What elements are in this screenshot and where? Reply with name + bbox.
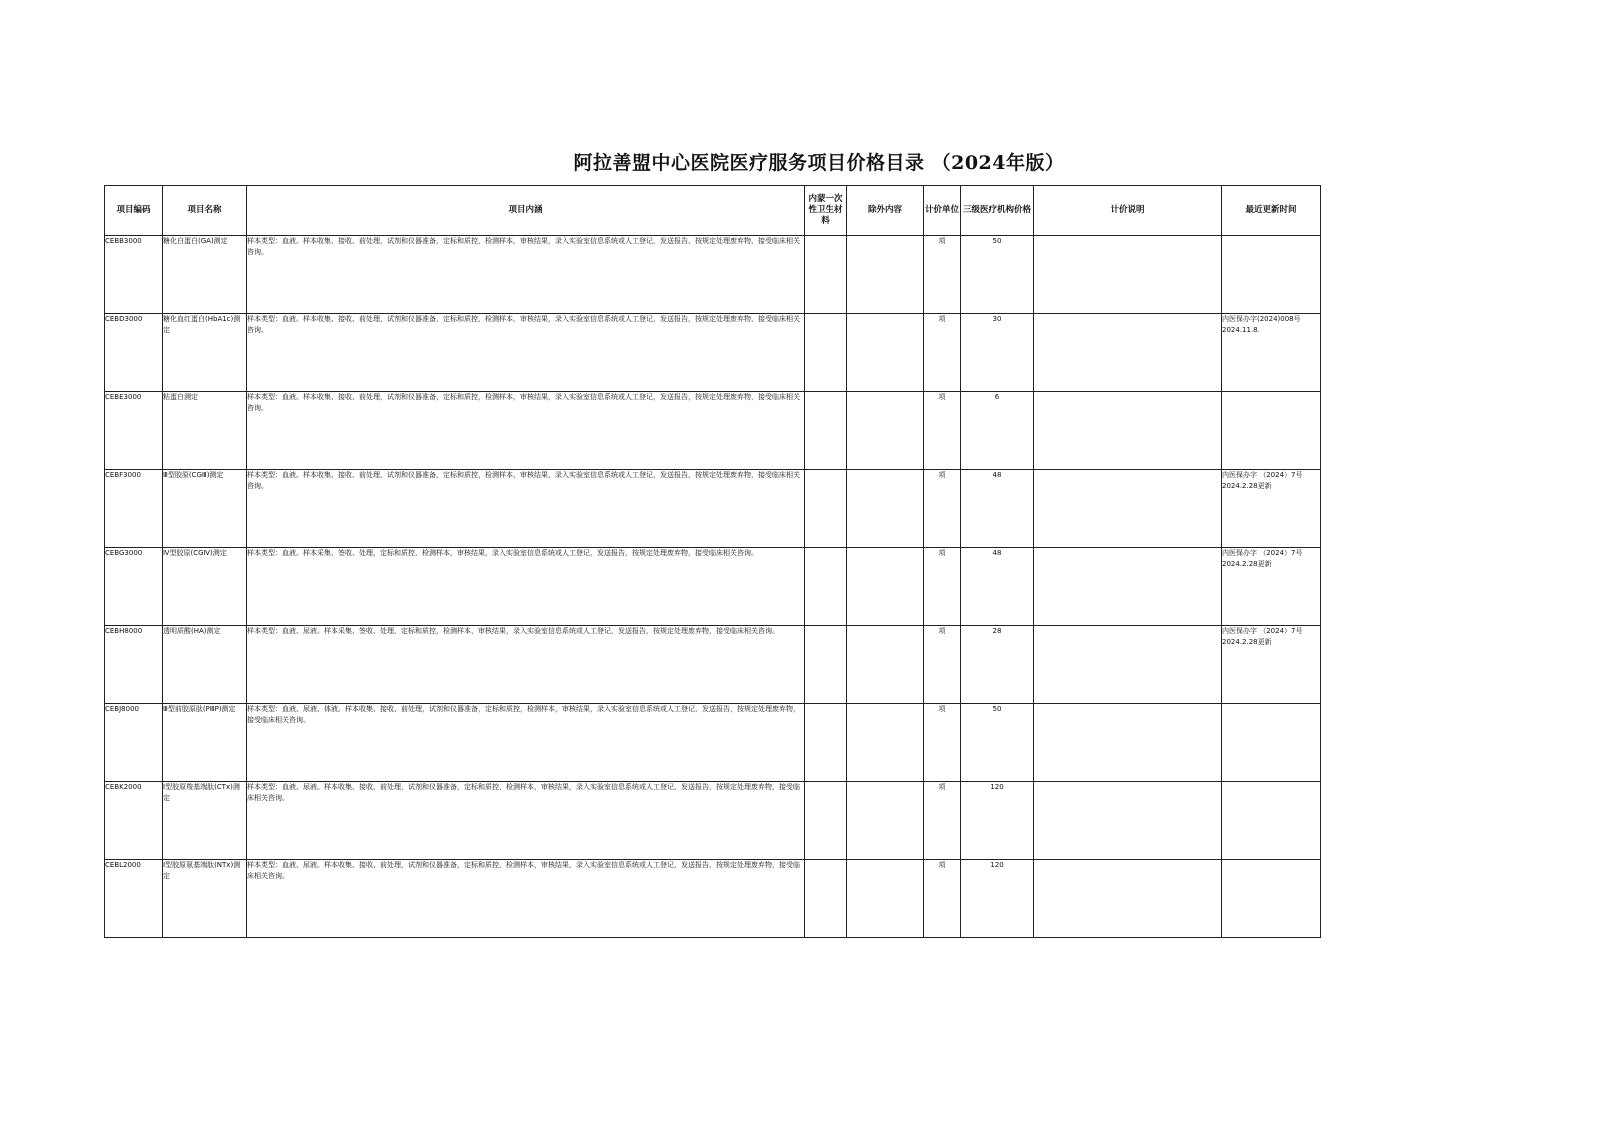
cell-exclusions [847, 782, 924, 860]
cell-materials [805, 392, 847, 470]
cell-content: 样本类型：血液、尿液。样本采集、签收、处理，定标和质控，检测样本，审核结果，录入实验室信息系统或人工登记，发送报告，按规定处理废弃物，接受临床相关咨询。 [247, 626, 805, 704]
cell-name: 糖化血红蛋白(HbA1c)测定 [163, 314, 247, 392]
table-row [105, 626, 1321, 704]
cell-exclusions [847, 314, 924, 392]
cell-unit: 项 [924, 392, 961, 470]
header-code: 项目编码 [105, 186, 163, 236]
cell-price: 120 [961, 782, 1034, 860]
cell-content: 样本类型：血液、尿液、体液。样本收集、接收、前处理，试剂和仪器准备，定标和质控，检测样本，审核结果，录入实验室信息系统或人工登记，发送报告，按规定处理废弃物，接受临床相关咨询。 [247, 704, 805, 782]
table-row [105, 704, 1321, 782]
table-row [105, 860, 1321, 938]
cell-code: CEBF3000 [105, 470, 163, 548]
cell-materials [805, 236, 847, 314]
cell-code: CEBK2000 [105, 782, 163, 860]
cell-content: 样本类型：血液。样本收集、接收、前处理，试剂和仪器准备，定标和质控，检测样本，审核结果，录入实验室信息系统或人工登记，发送报告，按规定处理废弃物，接受临床相关咨询。 [247, 314, 805, 392]
cell-content: 样本类型：血液。样本收集、接收、前处理，试剂和仪器准备，定标和质控，检测样本，审核结果，录入实验室信息系统或人工登记，发送报告，按规定处理废弃物，接受临床相关咨询。 [247, 392, 805, 470]
cell-exclusions [847, 626, 924, 704]
cell-price: 48 [961, 548, 1034, 626]
header-updated: 最近更新时间 [1222, 186, 1321, 236]
cell-name: 粘蛋白测定 [163, 392, 247, 470]
cell-name: Ⅰ型胶原羧基端肽(CTx)测定 [163, 782, 247, 860]
table-row [105, 392, 1321, 470]
cell-notes [1034, 704, 1222, 782]
cell-notes [1034, 860, 1222, 938]
cell-materials [805, 626, 847, 704]
cell-price: 50 [961, 236, 1034, 314]
cell-name: 透明质酸(HA)测定 [163, 626, 247, 704]
cell-code: CEBB3000 [105, 236, 163, 314]
cell-unit: 项 [924, 470, 961, 548]
cell-materials [805, 314, 847, 392]
table-header-row [105, 186, 1321, 236]
cell-unit: 项 [924, 782, 961, 860]
cell-name: Ⅲ型前胶原肽(PⅢP)测定 [163, 704, 247, 782]
cell-name: Ⅳ型胶原(CGⅣ)测定 [163, 548, 247, 626]
cell-updated: 内医保办字 （2024）7号 2024.2.28更新 [1222, 470, 1321, 548]
cell-updated [1222, 860, 1321, 938]
cell-unit: 项 [924, 548, 961, 626]
cell-exclusions [847, 392, 924, 470]
cell-code: CEBG3000 [105, 548, 163, 626]
header-notes: 计价说明 [1034, 186, 1222, 236]
cell-notes [1034, 782, 1222, 860]
cell-content: 样本类型：血液、尿液。样本收集、接收、前处理，试剂和仪器准备，定标和质控，检测样本，审核结果，录入实验室信息系统或人工登记，发送报告，按规定处理废弃物，接受临床相关咨询。 [247, 860, 805, 938]
cell-unit: 项 [924, 704, 961, 782]
cell-price: 48 [961, 470, 1034, 548]
cell-updated [1222, 704, 1321, 782]
cell-materials [805, 470, 847, 548]
cell-code: CEBL2000 [105, 860, 163, 938]
header-materials: 内蒙一次性卫生材料 [805, 186, 847, 236]
cell-content: 样本类型：血液、尿液。样本收集、接收、前处理，试剂和仪器准备，定标和质控，检测样本，审核结果，录入实验室信息系统或人工登记，发送报告，按规定处理废弃物，接受临床相关咨询。 [247, 782, 805, 860]
header-name: 项目名称 [163, 186, 247, 236]
table-row [105, 548, 1321, 626]
table-row [105, 782, 1321, 860]
header-exclusions: 除外内容 [847, 186, 924, 236]
cell-name: Ⅲ型胶原(CGⅢ)测定 [163, 470, 247, 548]
cell-unit: 项 [924, 314, 961, 392]
table-row [105, 314, 1321, 392]
cell-updated [1222, 782, 1321, 860]
cell-materials [805, 860, 847, 938]
header-content: 项目内涵 [247, 186, 805, 236]
cell-materials [805, 548, 847, 626]
cell-updated [1222, 236, 1321, 314]
price-catalog-table [104, 185, 1321, 938]
cell-notes [1034, 470, 1222, 548]
cell-exclusions [847, 236, 924, 314]
cell-exclusions [847, 704, 924, 782]
cell-unit: 项 [924, 860, 961, 938]
cell-materials [805, 704, 847, 782]
cell-notes [1034, 626, 1222, 704]
cell-exclusions [847, 548, 924, 626]
cell-exclusions [847, 860, 924, 938]
cell-notes [1034, 236, 1222, 314]
cell-updated: 内医保办字 （2024）7号 2024.2.28更新 [1222, 548, 1321, 626]
cell-unit: 项 [924, 626, 961, 704]
table-row [105, 470, 1321, 548]
cell-notes [1034, 314, 1222, 392]
cell-materials [805, 782, 847, 860]
cell-price: 50 [961, 704, 1034, 782]
cell-name: Ⅰ型胶原氨基端肽(NTx)测定 [163, 860, 247, 938]
cell-notes [1034, 392, 1222, 470]
cell-content: 样本类型：血液。样本采集、签收、处理，定标和质控，检测样本，审核结果，录入实验室信息系统或人工登记，发送报告，按规定处理废弃物，接受临床相关咨询。 [247, 548, 805, 626]
cell-code: CEBD3000 [105, 314, 163, 392]
cell-updated: 内医保办字 （2024）7号 2024.2.28更新 [1222, 626, 1321, 704]
cell-exclusions [847, 470, 924, 548]
header-price: 三级医疗机构价格 [961, 186, 1034, 236]
cell-price: 28 [961, 626, 1034, 704]
cell-price: 120 [961, 860, 1034, 938]
header-unit: 计价单位 [924, 186, 961, 236]
cell-notes [1034, 548, 1222, 626]
cell-updated [1222, 392, 1321, 470]
cell-name: 糖化白蛋白(GA)测定 [163, 236, 247, 314]
cell-unit: 项 [924, 236, 961, 314]
document-title: 阿拉善盟中心医院医疗服务项目价格目录 （2024年版） [573, 152, 1065, 174]
cell-content: 样本类型：血液。样本收集、接收、前处理，试剂和仪器准备，定标和质控，检测样本，审核结果，录入实验室信息系统或人工登记，发送报告，按规定处理废弃物，接受临床相关咨询。 [247, 236, 805, 314]
cell-code: CEBE3000 [105, 392, 163, 470]
table-row [105, 236, 1321, 314]
cell-updated: 内医保办字(2024)008号 2024.11.8. [1222, 314, 1321, 392]
cell-price: 6 [961, 392, 1034, 470]
cell-content: 样本类型：血液。样本收集、接收、前处理，试剂和仪器准备，定标和质控，检测样本，审核结果，录入实验室信息系统或人工登记，发送报告，按规定处理废弃物，接受临床相关咨询。 [247, 470, 805, 548]
cell-code: CEBH8000 [105, 626, 163, 704]
cell-price: 30 [961, 314, 1034, 392]
cell-code: CEBJ8000 [105, 704, 163, 782]
